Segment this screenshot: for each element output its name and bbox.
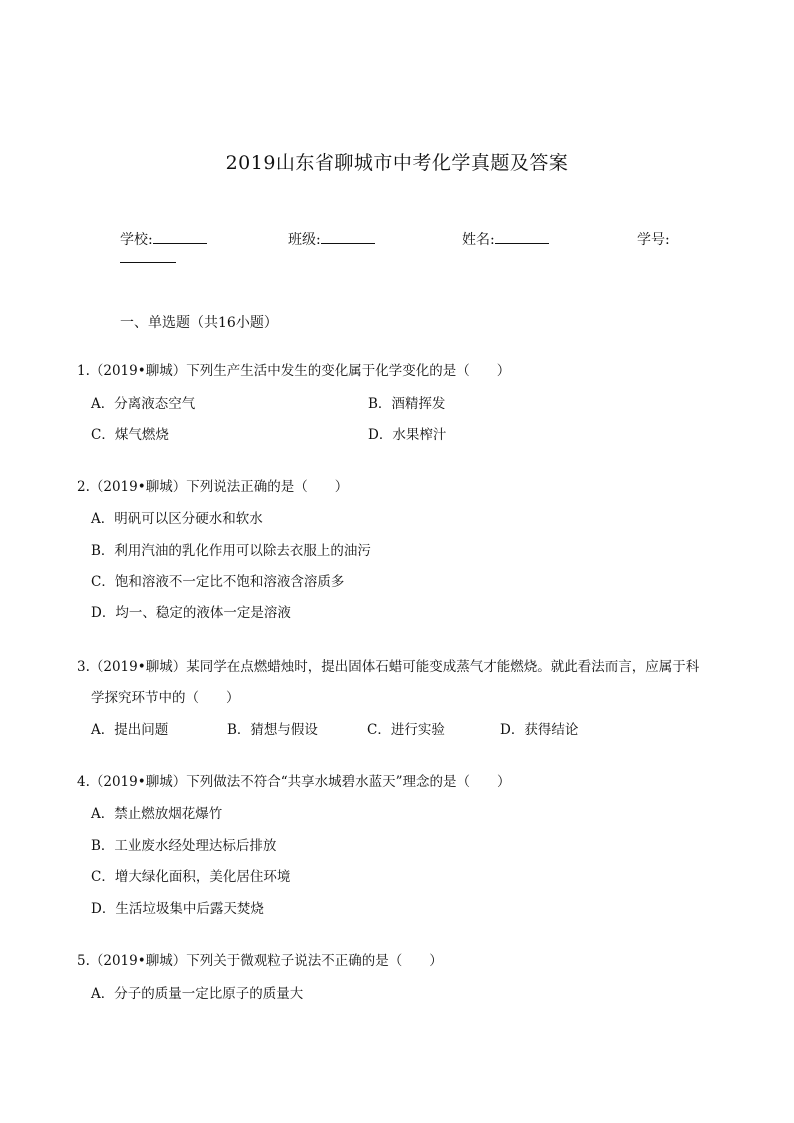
q3-option-a: A．提出问题 <box>91 722 169 738</box>
class-label: 班级: <box>288 232 321 248</box>
school-field <box>120 229 207 249</box>
q2-option-d: D．均一、稳定的液体一定是溶液 <box>91 605 291 621</box>
question-3-continued: 学探究环节中的（ ） <box>91 690 240 706</box>
q1-option-b: B．酒精挥发 <box>368 396 446 412</box>
class-blank <box>321 231 375 244</box>
name-label: 姓名: <box>462 232 495 248</box>
question-3: 3.（2019•聊城）某同学在点燃蜡烛时，提出固体石蜡可能变成蒸气才能燃烧。就此看法而言，应属于科 <box>77 659 700 675</box>
name-field <box>462 229 549 249</box>
number-blank <box>120 262 176 263</box>
q2-option-c: C．饱和溶液不一定比不饱和溶液含溶质多 <box>91 574 345 590</box>
number-field <box>637 229 670 249</box>
question-5: 5.（2019•聊城）下列关于微观粒子说法不正确的是（ ） <box>77 953 443 969</box>
q4-option-c: C．增大绿化面积，美化居住环境 <box>91 869 291 885</box>
question-1: 1.（2019•聊城）下列生产生活中发生的变化属于化学变化的是（ ） <box>77 363 511 379</box>
q1-option-a: A．分离液态空气 <box>91 396 196 412</box>
section-heading: 一、单选题（共16小题） <box>120 315 278 331</box>
q4-option-b: B．工业废水经处理达标后排放 <box>91 838 277 854</box>
q3-option-c: C．进行实验 <box>367 722 445 738</box>
q3-option-d: D．获得结论 <box>500 722 579 738</box>
question-4: 4.（2019•聊城）下列做法不符合“共享水城碧水蓝天”理念的是（ ） <box>77 774 511 790</box>
q1-option-d: D．水果榨汁 <box>368 427 447 443</box>
question-2: 2.（2019•聊城）下列说法正确的是（ ） <box>77 479 349 495</box>
q2-option-a: A．明矾可以区分硬水和软水 <box>91 511 263 527</box>
q2-option-b: B．利用汽油的乳化作用可以除去衣服上的油污 <box>91 543 371 559</box>
name-blank <box>495 231 549 244</box>
school-label: 学校: <box>120 232 153 248</box>
q5-option-a: A．分子的质量一定比原子的质量大 <box>91 986 304 1002</box>
q3-option-b: B．猜想与假设 <box>227 722 318 738</box>
class-field <box>288 229 375 249</box>
school-blank <box>153 231 207 244</box>
q4-option-a: A．禁止燃放烟花爆竹 <box>91 806 223 822</box>
q1-option-c: C．煤气燃烧 <box>91 427 169 443</box>
page-title: 2019山东省聊城市中考化学真题及答案 <box>225 152 569 174</box>
number-label: 学号: <box>637 232 670 248</box>
q4-option-d: D．生活垃圾集中后露天焚烧 <box>91 901 264 917</box>
